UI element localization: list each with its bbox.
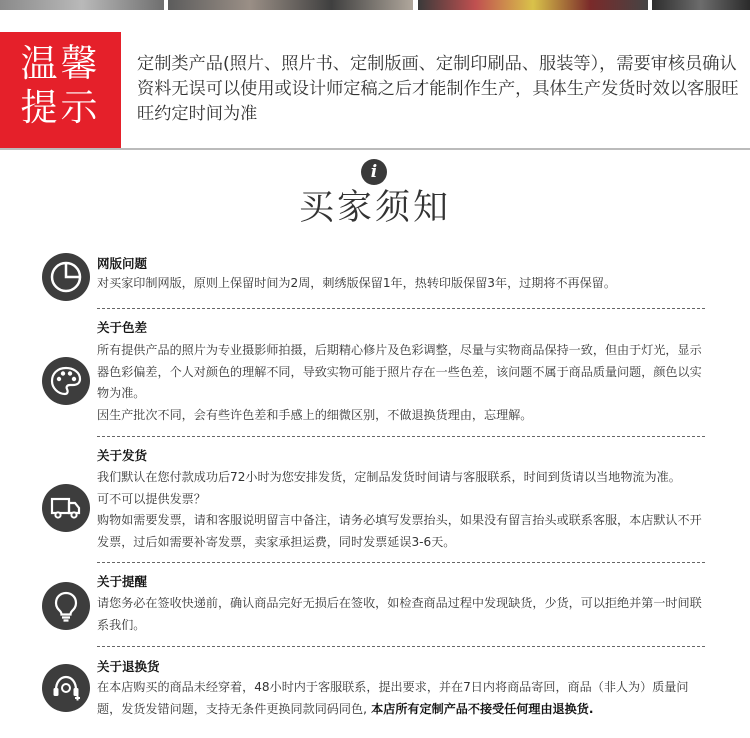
product-photo [418,0,648,10]
item-text: 购物如需要发票，请和客服说明留言中备注，请务必填写发票抬头，如果没有留言抬头或联系客服，本店默认不开发票，过后如需要补寄发票，卖家承担运费，同时发票延误3-6天。 [97,513,702,549]
section-title: 买家须知 [298,188,451,228]
notice-title-line1: 温馨 [20,42,101,85]
item-title: 关于色差 [97,320,148,335]
notice-banner [0,32,750,148]
return-service-icon [42,664,90,712]
dashed-divider [97,646,705,647]
notice-label-box [0,32,121,148]
item-body [97,340,709,426]
item-text [97,677,709,720]
truck-icon [42,484,90,532]
item-body [97,593,709,636]
item-text: 请您务必在签收快递前，确认商品完好无损后在签收，如检查商品过程中发现缺货，少货，可以拒绝并第一时间联系我们。 [97,596,702,632]
item-text: 对买家印制网版，原则上保留时间为2周，刺绣版保留1年，热转印版保留3年，过期将不再保留。 [97,276,616,290]
dashed-divider [97,436,705,437]
product-photo [652,0,750,10]
item-body [97,273,709,295]
item-body [97,467,709,553]
dashed-divider [97,562,705,563]
item-title: 关于提醒 [97,574,148,589]
item-title: 网版问题 [97,256,148,271]
item-title: 关于发货 [97,448,148,463]
palette-icon [42,357,90,405]
item-text: 因生产批次不同，会有些许色差和手感上的细微区别，不做退换货理由，忘理解。 [97,407,533,422]
notice-title-line2: 提示 [20,86,101,129]
divider [0,148,750,150]
item-text: 我们默认在您付款成功后72小时为您安排发货，定制品发货时间请与客服联系，时间到货请以当地物流为准。 [97,470,681,484]
item-title: 关于退换货 [97,659,160,674]
info-icon: i [361,159,387,185]
photo-strip [0,0,750,14]
notice-text: 定制类产品(照片、照片书、定制版画、定制印刷品、服装等），需要审核员确认资料无误可以使用或设计师定稿之后才能制作生产，具体生产发货时效以客服旺旺约定时间为准 [137,54,739,124]
item-body [97,677,709,720]
custom-no-return-text: 本店所有定制产品不接受任何理由退换货. [366,701,594,716]
pie-clock-icon [42,253,90,301]
product-photo [168,0,413,10]
dashed-divider [97,308,705,309]
item-text: 所有提供产品的照片为专业摄影师拍摄，后期精心修片及色彩调整，尽量与实物商品保持一致，但由于灯光，显示器色彩偏差，个人对颜色的理解不同，导致实物可能于照片存在一些色差，该问题不属于商品质量问题，颜色以实物为准。 [97,343,702,400]
return-policy-text: 在本店购买的商品未经穿着，48小时内于客服联系，提出要求，并在7日内将商品寄回，商品（非人为）质量问题，发货发错问题，支持无条件更换同款同码同色, [97,680,689,716]
notice-title [0,42,121,130]
lightbulb-icon [42,582,90,630]
item-text: 可不可以提供发票？ [97,491,206,506]
product-photo [0,0,164,10]
